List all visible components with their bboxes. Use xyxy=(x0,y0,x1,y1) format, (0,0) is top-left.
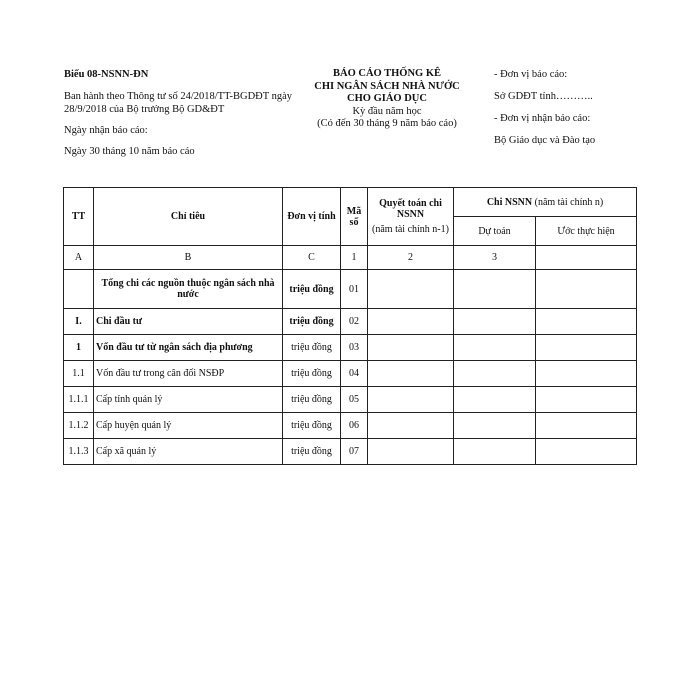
header-center xyxy=(292,68,482,131)
received-date: Ngày nhận báo cáo: xyxy=(64,125,148,136)
row-tt: 1 xyxy=(64,335,94,361)
row-name: Cấp xã quản lý xyxy=(94,439,283,465)
row-code: 07 xyxy=(341,439,368,465)
report-date: Ngày 30 tháng 10 năm báo cáo xyxy=(64,146,195,157)
row-name: Vốn đầu tư từ ngân sách địa phương xyxy=(94,335,283,361)
row-unit: triệu đồng xyxy=(283,335,341,361)
value-cell xyxy=(368,413,454,439)
header-don-vi: Đơn vị tính xyxy=(283,188,341,246)
row-code: 02 xyxy=(341,309,368,335)
value-cell xyxy=(368,387,454,413)
report-period-note: (Có đến 30 tháng 9 năm báo cáo) xyxy=(317,118,457,129)
header-uoc-thuc-hien: Ước thực hiện xyxy=(536,217,637,246)
row-code: 04 xyxy=(341,361,368,387)
header-chi-tieu: Chỉ tiêu xyxy=(94,188,283,246)
value-cell xyxy=(454,387,536,413)
row-tt: I. xyxy=(64,309,94,335)
header-chi-nsnn-label: Chi NSNN xyxy=(486,196,533,208)
issued-by: Ban hành theo Thông tư số 24/2018/TT-BGDĐT ngày 28/9/2018 của Bộ trưởng Bộ GD&ĐT xyxy=(64,91,293,115)
value-cell xyxy=(368,361,454,387)
value-cell xyxy=(536,387,637,413)
value-cell xyxy=(368,335,454,361)
value-cell xyxy=(368,309,454,335)
header-chi-nsnn xyxy=(454,188,637,217)
header-du-toan: Dự toán xyxy=(454,217,536,246)
row-name: Cấp tỉnh quản lý xyxy=(94,387,283,413)
value-cell xyxy=(454,413,536,439)
form-code: Biểu 08-NSNN-ĐN xyxy=(64,69,149,80)
receiving-unit: Bộ Giáo dục và Đào tạo xyxy=(494,135,596,146)
table-row xyxy=(64,413,637,439)
row-tt: 1.1 xyxy=(64,361,94,387)
col-code: B xyxy=(94,246,283,270)
report-period: Kỳ đầu năm học xyxy=(352,105,422,117)
reporting-unit-label: - Đơn vị báo cáo: xyxy=(494,69,568,80)
receiving-unit-label: - Đơn vị nhận báo cáo: xyxy=(494,113,591,124)
header-quyet-toan-label: Quyết toán chi NSNN xyxy=(379,198,442,220)
row-code: 01 xyxy=(341,270,368,309)
value-cell xyxy=(536,361,637,387)
value-cell xyxy=(536,413,637,439)
row-name: Chi đầu tư xyxy=(94,309,283,335)
row-code: 05 xyxy=(341,387,368,413)
header-right xyxy=(494,68,654,156)
value-cell xyxy=(368,439,454,465)
budget-report-table xyxy=(63,187,637,465)
row-tt: 1.1.1 xyxy=(64,387,94,413)
value-cell xyxy=(454,270,536,309)
value-cell xyxy=(454,361,536,387)
row-name: Tổng chi các nguồn thuộc ngân sách nhà nước xyxy=(94,270,283,309)
header-left xyxy=(64,68,294,166)
header-quyet-toan-note: (năm tài chính n-1) xyxy=(372,224,449,235)
row-name: Cấp huyện quản lý xyxy=(94,413,283,439)
report-title-line-2: CHI NGÂN SÁCH NHÀ NƯỚC xyxy=(314,80,460,92)
value-cell xyxy=(454,309,536,335)
header-ma-so: Mã số xyxy=(341,188,368,246)
value-cell xyxy=(454,439,536,465)
value-cell xyxy=(454,335,536,361)
table-row xyxy=(64,387,637,413)
row-name: Vốn đầu tư trong cân đối NSĐP xyxy=(94,361,283,387)
reporting-unit: Sở GDĐT tỉnh……….. xyxy=(494,91,593,102)
table-row xyxy=(64,439,637,465)
col-code: C xyxy=(283,246,341,270)
col-code: 3 xyxy=(454,246,536,270)
row-code: 06 xyxy=(341,413,368,439)
row-unit: triệu đồng xyxy=(283,413,341,439)
value-cell xyxy=(536,439,637,465)
table-row xyxy=(64,335,637,361)
row-tt: 1.1.3 xyxy=(64,439,94,465)
column-code-row xyxy=(64,246,637,270)
row-unit: triệu đồng xyxy=(283,439,341,465)
value-cell xyxy=(536,309,637,335)
value-cell xyxy=(536,270,637,309)
row-unit: triệu đồng xyxy=(283,387,341,413)
row-tt: 1.1.2 xyxy=(64,413,94,439)
value-cell xyxy=(536,335,637,361)
row-unit: triệu đồng xyxy=(283,309,341,335)
header-chi-nsnn-note: (năm tài chính n) xyxy=(534,196,604,208)
col-code: 1 xyxy=(341,246,368,270)
row-code: 03 xyxy=(341,335,368,361)
col-code: A xyxy=(64,246,94,270)
table-header-row xyxy=(64,188,637,217)
col-code xyxy=(536,246,637,270)
header-quyet-toan xyxy=(368,188,454,246)
table-row xyxy=(64,361,637,387)
report-title-line-1: BÁO CÁO THỐNG KÊ xyxy=(332,68,442,79)
row-unit: triệu đồng xyxy=(283,270,341,309)
header-tt: TT xyxy=(64,188,94,246)
col-code: 2 xyxy=(368,246,454,270)
report-title-line-3: CHO GIÁO DỤC xyxy=(347,93,427,104)
table-row xyxy=(64,270,637,309)
row-unit: triệu đồng xyxy=(283,361,341,387)
row-tt xyxy=(64,270,94,309)
table-row xyxy=(64,309,637,335)
value-cell xyxy=(368,270,454,309)
